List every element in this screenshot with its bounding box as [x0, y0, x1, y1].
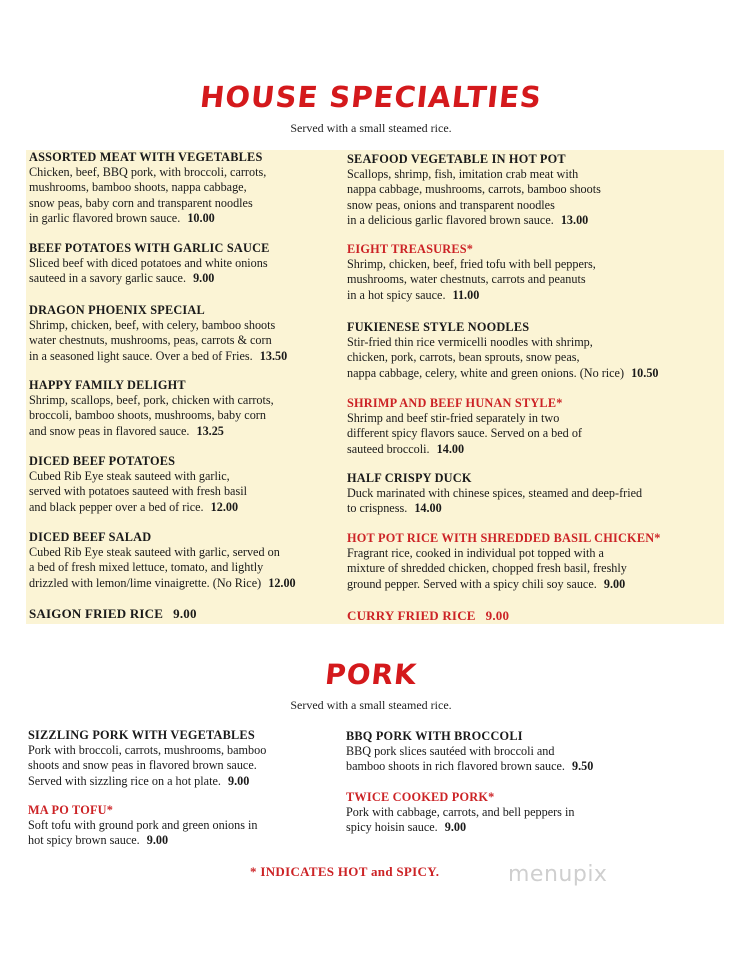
menu-item-name	[29, 454, 247, 469]
menu-item-price: 13.00	[557, 213, 589, 228]
description-text: Pork with cabbage, carrots, and bell peppers in	[346, 805, 575, 819]
menu-item-name-text: DICED BEEF POTATOES	[29, 454, 176, 468]
menu-item-name	[347, 152, 601, 167]
menu-item-name	[29, 378, 274, 393]
menu-item-name	[29, 150, 266, 165]
menu-item-name-text: SIZZLING PORK WITH VEGETABLES	[28, 728, 255, 742]
description-line	[347, 426, 582, 441]
description-line	[29, 560, 296, 575]
menu-item-description	[347, 167, 601, 229]
description-text: and black pepper over a bed of rice.	[29, 499, 204, 514]
menu-item-price: 13.25	[193, 423, 224, 438]
description-text: Cubed Rib Eye steak sauteed with garlic, served on	[29, 545, 280, 559]
description-text: Sliced beef with diced potatoes and white onions	[29, 256, 268, 270]
house-specialties-title: HOUSE SPECIALTIES	[198, 80, 544, 114]
description-text: a bed of fresh mixed lettuce, tomato, and lightly	[29, 560, 264, 575]
menu-item-description	[347, 546, 661, 592]
menu-item-name	[347, 396, 582, 411]
menu-item-name-text: BEEF POTATOES WITH GARLIC SAUCE	[29, 241, 270, 255]
description-line	[29, 469, 247, 484]
description-text: Scallops, shrimp, fish, imitation crab meat with	[347, 167, 579, 181]
menu-item-description	[29, 165, 266, 227]
menu-item-name	[346, 790, 574, 805]
menu-item-description	[347, 486, 642, 517]
menu-item	[29, 530, 296, 591]
menu-item	[29, 150, 266, 227]
description-text: Chicken, beef, BBQ pork, with broccoli, carrots,	[29, 165, 267, 179]
house-specialties-subtitle: Served with a small steamed rice.	[290, 121, 452, 135]
menu-item	[346, 790, 574, 836]
description-text: Shrimp, chicken, beef, fried tofu with bell peppers,	[347, 257, 596, 271]
menu-item-name	[346, 729, 593, 744]
description-text: in a seasoned light sauce. Over a bed of Fries.	[29, 348, 253, 363]
menu-item-price: 9.00	[173, 606, 197, 621]
pork-title: PORK	[323, 658, 419, 691]
description-text: Cubed Rib Eye steak sauteed with garlic,	[29, 469, 230, 483]
description-line	[347, 501, 642, 516]
description-text: ground pepper. Served with a spicy chili soy sauce.	[347, 576, 597, 591]
description-line	[29, 500, 247, 515]
description-text: nappa cabbage, mushrooms, carrots, bamboo shoots	[347, 182, 601, 197]
description-text: Pork with broccoli, carrots, mushrooms, bamboo	[28, 743, 267, 757]
pork-subtitle: Served with a small steamed rice.	[290, 698, 452, 712]
description-text: drizzled with lemon/lime vinaigrette. (No Rice)	[29, 575, 262, 590]
description-text: Duck marinated with chinese spices, steamed and deep-fried	[347, 486, 643, 500]
menu-item-name-text: SEAFOOD VEGETABLE IN HOT POT	[347, 152, 566, 166]
menu-item-name	[29, 530, 296, 545]
menu-item-price: 9.00	[600, 576, 626, 591]
description-line	[347, 366, 659, 381]
menu-item-price: 12.00	[207, 499, 239, 514]
description-line	[29, 318, 287, 333]
menu-item-price: 10.00	[184, 211, 215, 226]
menu-item-name-text: HOT POT RICE WITH SHREDDED BASIL CHICKEN*	[347, 531, 661, 545]
description-text: snow peas, onions and transparent noodles	[347, 197, 555, 212]
menu-item-description	[28, 818, 258, 849]
description-text: water chestnuts, mushrooms, peas, carrots & corn	[29, 333, 272, 348]
menu-item	[29, 378, 274, 439]
description-text: sauteed broccoli.	[347, 441, 430, 456]
menu-item-name-text: DICED BEEF SALAD	[29, 530, 152, 544]
menu-item-name-text: EIGHT TREASURES*	[347, 242, 474, 256]
menu-item-name-text: SAIGON FRIED RICE	[29, 606, 164, 621]
menu-item-price: 11.00	[449, 287, 480, 302]
menu-item-description	[28, 743, 266, 789]
description-line	[347, 561, 661, 576]
menu-item-name	[347, 608, 509, 623]
description-line	[347, 257, 596, 272]
menu-item-description	[346, 805, 574, 836]
menu-item-name-text: HALF CRISPY DUCK	[347, 471, 472, 485]
menu-item-price: 9.50	[568, 759, 594, 774]
menu-item	[347, 152, 601, 229]
menu-item-name	[28, 728, 266, 743]
description-text: in a delicious garlic flavored brown sauce.	[347, 213, 554, 228]
menu-item-price: 9.00	[224, 773, 250, 788]
watermark: menupix	[508, 862, 608, 887]
description-line	[347, 411, 582, 426]
menu-item-description	[346, 744, 593, 775]
menu-item-name	[29, 241, 270, 256]
description-text: broccoli, bamboo shoots, mushrooms, baby corn	[29, 408, 266, 423]
description-text: snow peas, baby corn and transparent noodles	[29, 195, 253, 210]
menu-item	[347, 471, 642, 517]
description-line	[347, 442, 582, 457]
menu-item-name	[347, 471, 642, 486]
menu-item-price: 10.50	[628, 365, 659, 380]
menu-item	[29, 454, 247, 515]
menu-item-price: 13.50	[256, 348, 288, 363]
description-line	[346, 820, 574, 835]
menu-item-name-text: TWICE COOKED PORK*	[346, 790, 495, 804]
description-line	[347, 272, 596, 287]
menu-item-name-text: CURRY FRIED RICE	[347, 608, 476, 623]
menu-item-name-text: FUKIENESE STYLE NOODLES	[347, 320, 530, 334]
menu-item-name	[28, 803, 258, 818]
description-text: Served with sizzling rice on a hot plate.	[28, 773, 221, 788]
menu-item	[29, 606, 197, 621]
description-line	[346, 759, 593, 774]
description-text: in a hot spicy sauce.	[347, 287, 446, 302]
description-text: Fragrant rice, cooked in individual pot topped with a	[347, 546, 604, 560]
description-line	[346, 744, 593, 759]
menu-item	[28, 728, 266, 789]
description-text: to crispness.	[347, 501, 408, 516]
description-line	[29, 576, 296, 591]
description-text: hot spicy brown sauce.	[28, 833, 140, 848]
description-line	[29, 408, 274, 423]
description-line	[28, 833, 258, 848]
description-line	[28, 743, 266, 758]
description-line	[29, 271, 270, 286]
menu-item-price: 9.00	[143, 833, 169, 848]
menu-item-name	[29, 303, 287, 318]
description-line	[29, 393, 274, 408]
menu-item-name-text: BBQ PORK WITH BROCCOLI	[346, 729, 523, 743]
menu-item-name	[347, 242, 596, 257]
description-text: sauteed in a savory garlic sauce.	[29, 271, 187, 286]
description-text: Shrimp, scallops, beef, pork, chicken with carrots,	[29, 393, 274, 407]
description-line	[28, 818, 258, 833]
description-text: Stir-fried thin rice vermicelli noodles with shrimp,	[347, 335, 593, 349]
description-text: served with potatoes sauteed with fresh basil	[29, 484, 247, 499]
description-line	[29, 333, 287, 348]
menu-item-description	[347, 335, 659, 381]
description-line	[29, 180, 266, 195]
menu-item-name	[347, 320, 659, 335]
description-line	[28, 758, 266, 773]
description-text: BBQ pork slices sautéed with broccoli and	[346, 744, 555, 758]
menu-item	[29, 241, 270, 287]
description-line	[347, 182, 601, 197]
menu-item-price: 9.00	[441, 820, 467, 835]
menu-item-name-text: SHRIMP AND BEEF HUNAN STYLE*	[347, 396, 563, 410]
description-line	[29, 484, 247, 499]
menu-item-price: 14.00	[433, 441, 465, 456]
menu-item	[28, 803, 258, 849]
menu-item	[347, 320, 659, 381]
description-line	[28, 774, 266, 789]
menu-item-description	[29, 318, 287, 364]
description-line	[347, 288, 596, 303]
menu-item-description	[347, 411, 582, 457]
spicy-footnote: * INDICATES HOT and SPICY.	[250, 864, 440, 879]
menu-item-description	[29, 393, 274, 439]
menu-item-name-text: MA PO TOFU*	[28, 803, 114, 817]
menu-item	[346, 729, 593, 775]
menu-item-name-text: HAPPY FAMILY DELIGHT	[29, 378, 186, 392]
menu-item-price: 12.00	[265, 575, 296, 590]
menu-item-name	[29, 606, 197, 621]
description-text: shoots and snow peas in flavored brown sauce.	[28, 758, 257, 773]
menu-item	[29, 303, 287, 364]
description-line	[347, 213, 601, 228]
description-line	[29, 424, 274, 439]
menu-item	[347, 608, 509, 623]
description-line	[347, 350, 659, 365]
description-text: chicken, pork, carrots, bean sprouts, snow peas,	[347, 350, 580, 365]
menu-item-name	[347, 531, 661, 546]
description-text: Shrimp, chicken, beef, with celery, bamboo shoots	[29, 318, 276, 332]
description-line	[29, 165, 266, 180]
menu-item-description	[347, 257, 596, 303]
description-line	[347, 167, 601, 182]
menu-item-description	[29, 469, 247, 515]
menu-item-price: 14.00	[411, 501, 442, 516]
menu-item-name-text: DRAGON PHOENIX SPECIAL	[29, 303, 205, 317]
description-line	[29, 211, 266, 226]
description-text: mushrooms, bamboo shoots, nappa cabbage,	[29, 180, 247, 195]
description-text: spicy hoisin sauce.	[346, 820, 438, 835]
description-text: mushrooms, water chestnuts, carrots and peanuts	[347, 272, 586, 287]
description-text: bamboo shoots in rich flavored brown sauce.	[346, 759, 565, 774]
description-text: mixture of shredded chicken, chopped fresh basil, freshly	[347, 561, 627, 576]
menu-item-price: 9.00	[485, 608, 510, 623]
description-text: and snow peas in flavored sauce.	[29, 423, 190, 438]
description-line	[29, 349, 287, 364]
description-line	[347, 335, 659, 350]
description-line	[347, 198, 601, 213]
description-line	[347, 577, 661, 592]
description-line	[29, 545, 296, 560]
description-text: different spicy flavors sauce. Served on a bed of	[347, 426, 582, 441]
description-text: Soft tofu with ground pork and green onions in	[28, 818, 258, 832]
description-line	[347, 546, 661, 561]
description-text: Shrimp and beef stir-fried separately in two	[347, 411, 560, 425]
menu-item-description	[29, 256, 270, 287]
menu-item-price: 9.00	[190, 271, 215, 286]
menu-item-description	[29, 545, 296, 591]
menu-item	[347, 531, 661, 592]
description-line	[347, 486, 642, 501]
description-text: nappa cabbage, celery, white and green onions. (No rice)	[347, 365, 625, 380]
menu-item	[347, 242, 596, 303]
description-line	[29, 256, 270, 271]
description-line	[346, 805, 574, 820]
menu-item	[347, 396, 582, 457]
description-line	[29, 196, 266, 211]
description-text: in garlic flavored brown sauce.	[29, 211, 181, 226]
menu-item-name-text: ASSORTED MEAT WITH VEGETABLES	[29, 150, 263, 164]
